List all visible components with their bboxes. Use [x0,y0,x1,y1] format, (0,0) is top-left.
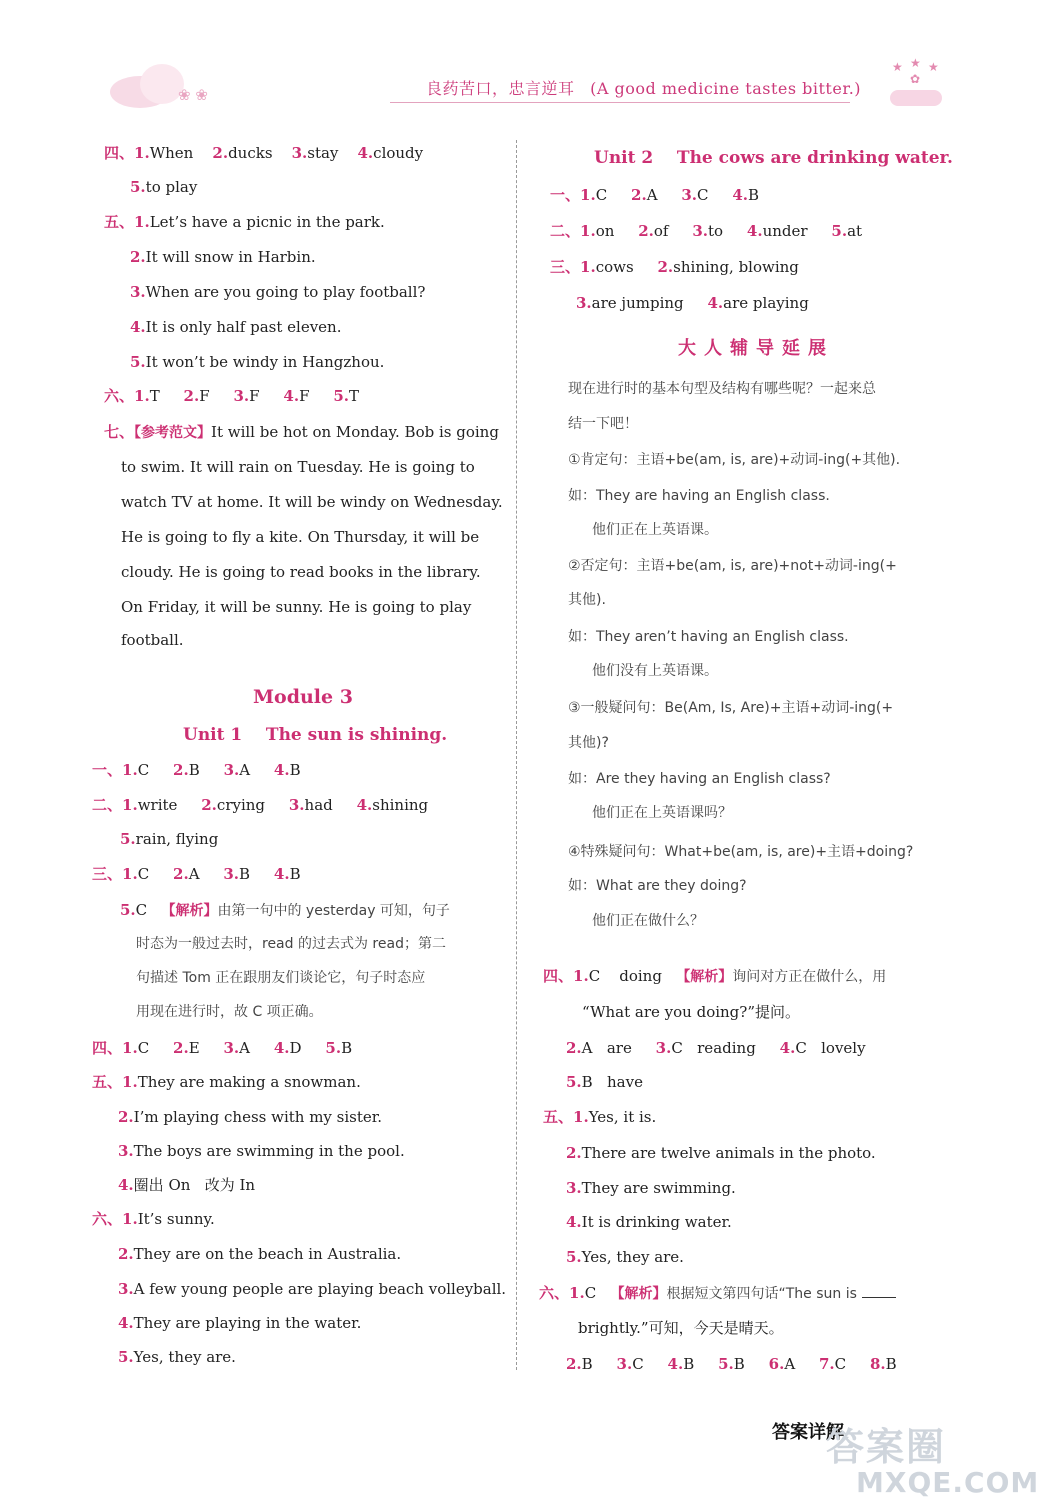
answer-row: 5.rain, flying [120,830,219,848]
stars-badge-icon: ★ ★ ★ ✿ [882,56,952,112]
answer-row: 三、1.cows 2.shining, blowing [550,258,799,276]
motto-en: (A good medicine tastes bitter.) [590,79,862,98]
explanation-line: 句描述 Tom 正在跟朋友们谈论它，句子时态应 [136,970,426,986]
extension-line: 他们正在上英语课。 [592,522,718,538]
answer-row: 5.Yes, they are. [118,1348,236,1366]
essay-line: On Friday, it will be sunny. He is going to play [121,598,472,616]
page-header [0,0,1000,125]
extension-line: ④特殊疑问句：What+be(am, is, are)+主语+doing? [568,844,914,860]
answer-row: 4.圈出 On 改为 In [118,1176,256,1194]
motto-cn: 良药苦口，忠言逆耳 [426,79,575,98]
answer-row: 二、1.write 2.crying 3.had 4.shining [92,796,429,814]
extension-line: 他们正在上英语课吗？ [592,805,732,821]
answer-row: 四、1.C doing 【解析】询问对方正在做什么，用 [543,967,887,985]
module-title: Module 3 [253,686,353,708]
cloud-logo-icon: ❀ ❀ [100,58,225,113]
essay-line: to swim. It will rain on Tuesday. He is going to [121,458,475,476]
answer-row: 六、1.T 2.F 3.F 4.F 5.T [104,387,360,405]
answer-row: 五、1.They are making a snowman. [92,1073,361,1091]
explanation-line: “What are you doing?”提问。 [582,1003,800,1021]
extension-line: 他们正在做什么？ [592,913,704,929]
watermark-logo [826,1416,1039,1504]
footer-label: 答案详解 [772,1422,844,1443]
answer-row: 4.It is drinking water. [566,1213,732,1231]
extension-line: ②否定句：主语+be(am, is, are)+not+动词-ing(+ [568,558,897,574]
answer-row: 3.When are you going to play football? [130,283,426,301]
explanation-line: 5.C 【解析】由第一句中的 yesterday 可知，句子 [120,901,450,919]
essay-line: watch TV at home. It will be windy on Wednesday. [121,493,503,511]
answer-row: 五、1.Yes, it is. [543,1108,657,1126]
answer-row: 5.Yes, they are. [566,1248,684,1266]
extension-line: 其他). [568,592,606,608]
extension-line: 结一下吧！ [568,416,638,432]
answer-row: 四、1.When 2.ducks 3.stay 4.cloudy [104,144,424,162]
answer-row: 2.I’m playing chess with my sister. [118,1108,383,1126]
answer-row: 三、1.C 2.A 3.B 4.B [92,865,301,883]
answer-row: 2.It will snow in Harbin. [130,248,316,266]
extension-line: 他们没有上英语课。 [592,663,718,679]
answer-blank [862,1283,896,1298]
unit1-title: Unit 1 The sun is shining. [183,725,448,745]
watermark-cn: 答案圈 [826,1425,947,1469]
answer-row: 六、1.It’s sunny. [92,1210,215,1228]
extension-line: 现在进行时的基本句型及结构有哪些呢？一起来总 [568,381,876,397]
answer-row: 2.B 3.C 4.B 5.B 6.A 7.C 8.B [566,1355,897,1373]
answer-row: 一、1.C 2.B 3.A 4.B [92,761,301,779]
extension-line: 如：What are they doing? [568,878,747,894]
answer-row: 5.to play [130,178,198,196]
explanation-line: brightly.”可知，今天是晴天。 [578,1319,784,1337]
header-motto [390,76,862,103]
answer-row: 2.A are 3.C reading 4.C lovely [566,1039,866,1057]
explanation-line: 用现在进行时，故 C 项正确。 [136,1004,323,1020]
answer-row: 2.They are on the beach in Australia. [118,1245,402,1263]
essay-line: football. [121,631,184,649]
answer-row: 4.It is only half past eleven. [130,318,342,336]
extension-line: 其他)? [568,735,609,751]
answer-row: 二、1.on 2.of 3.to 4.under 5.at [550,222,863,240]
answer-row: 一、1.C 2.A 3.C 4.B [550,186,760,204]
answer-row: 5.B have [566,1073,643,1091]
extension-line: 如：They are having an English class. [568,488,830,504]
essay-line: 七、【参考范文】It will be hot on Monday. Bob is going [104,423,499,441]
watermark-en: MXQE.COM [856,1466,1039,1499]
unit2-title: Unit 2 The cows are drinking water. [594,148,953,168]
answer-row: 3.The boys are swimming in the pool. [118,1142,405,1160]
answer-row: 3.They are swimming. [566,1179,736,1197]
answer-row: 4.They are playing in the water. [118,1314,362,1332]
extension-line: ③一般疑问句：Be(Am, Is, Are)+主语+动词-ing(+ [568,700,894,716]
answer-row: 3.A few young people are playing beach volleyball. [118,1280,507,1298]
essay-line: cloudy. He is going to read books in the library. [121,563,481,581]
answer-row: 2.There are twelve animals in the photo. [566,1144,876,1162]
answer-row: 3.are jumping 4.are playing [576,294,809,312]
answer-row: 五、1.Let’s have a picnic in the park. [104,213,385,231]
extension-line: 如：They aren’t having an English class. [568,629,849,645]
answer-row: 四、1.C 2.E 3.A 4.D 5.B [92,1039,353,1057]
answer-row: 5.It won’t be windy in Hangzhou. [130,353,385,371]
column-divider [516,140,517,1370]
essay-line: He is going to fly a kite. On Thursday, it will be [121,528,480,546]
extension-title: 大人辅导延展 [678,338,834,359]
extension-line: 如：Are they having an English class? [568,771,831,787]
explanation-line: 六、1.C 【解析】根据短文第四句话“The sun is [539,1283,896,1304]
extension-line: ①肯定句：主语+be(am, is, are)+动词-ing(+其他). [568,452,901,468]
explanation-line: 时态为一般过去时，read 的过去式为 read；第二 [136,936,446,952]
